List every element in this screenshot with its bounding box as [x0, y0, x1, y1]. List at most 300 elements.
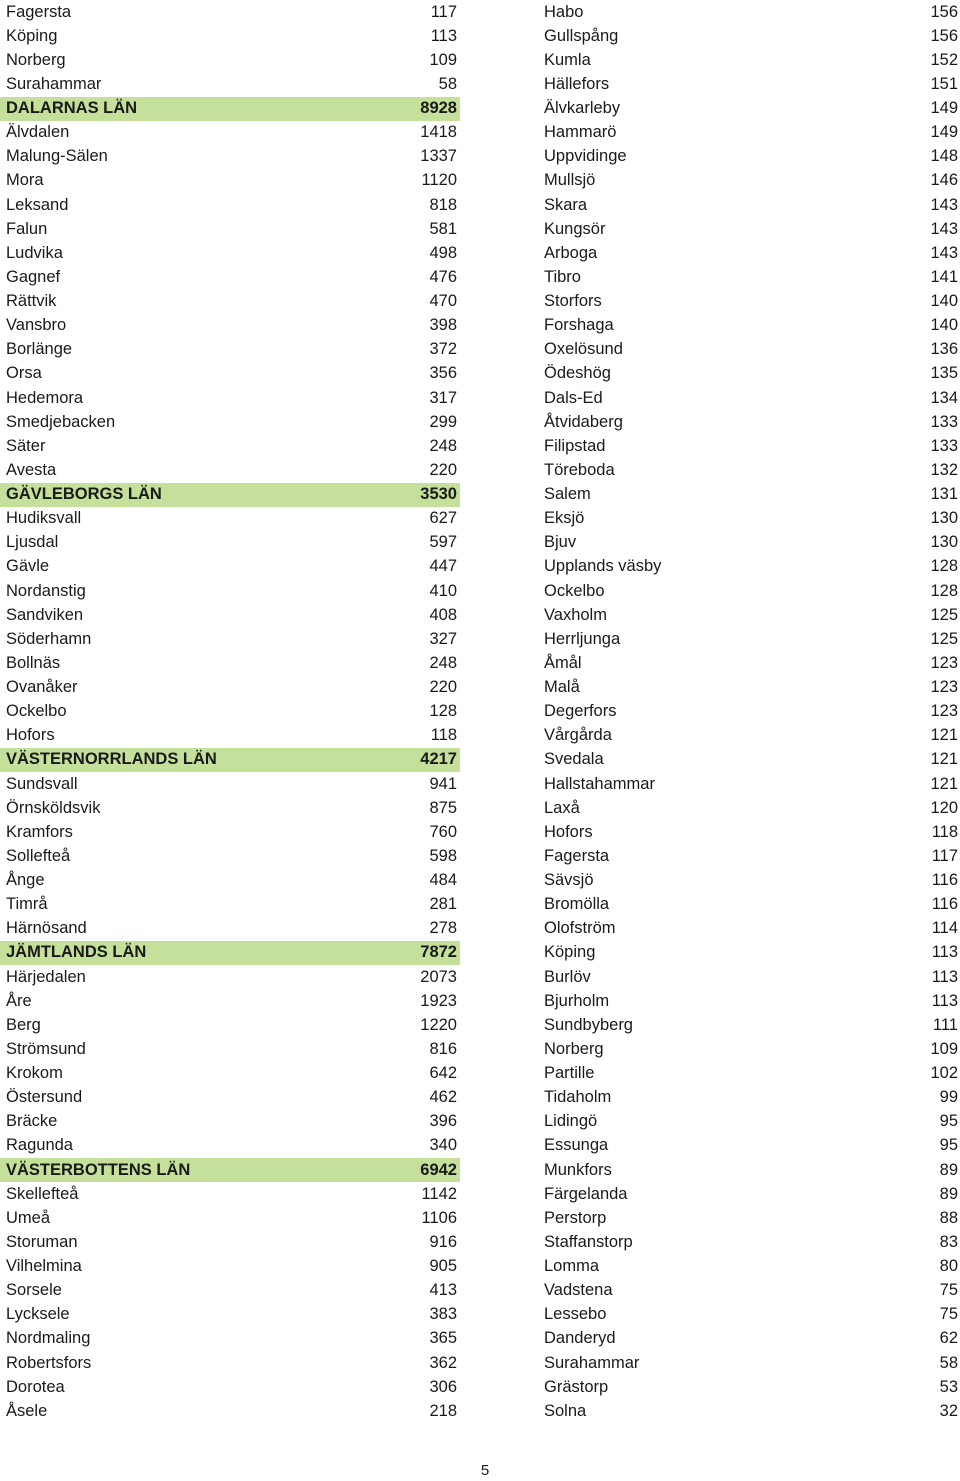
- count-value: 121: [930, 750, 958, 769]
- municipality-name: Säter: [6, 436, 46, 455]
- count-value: 123: [930, 702, 958, 721]
- municipality-name: Skara: [544, 195, 588, 214]
- table-row: [540, 1062, 960, 1086]
- table-row: [540, 97, 960, 121]
- count-value: 398: [429, 316, 457, 335]
- table-row: [540, 1279, 960, 1303]
- municipality-name: Hofors: [544, 822, 593, 841]
- table-row: [540, 121, 960, 145]
- table-row: [0, 627, 460, 651]
- table-row: [0, 820, 460, 844]
- municipality-name: Staffanstorp: [544, 1232, 633, 1251]
- table-row: [540, 531, 960, 555]
- municipality-name: Grästorp: [544, 1377, 609, 1396]
- count-value: 484: [429, 871, 457, 890]
- count-value: 143: [930, 243, 958, 262]
- table-row: [0, 1399, 460, 1423]
- municipality-name: Östersund: [6, 1088, 83, 1107]
- table-row: [540, 1158, 960, 1182]
- municipality-name: Örnsköldsvik: [6, 798, 101, 817]
- table-row: [540, 844, 960, 868]
- municipality-name: Skellefteå: [6, 1184, 79, 1203]
- table-row: [0, 338, 460, 362]
- table-row: [540, 1255, 960, 1279]
- count-value: 408: [429, 605, 457, 624]
- count-value: 1337: [420, 147, 457, 166]
- count-value: 121: [930, 774, 958, 793]
- municipality-name: Vaxholm: [544, 605, 607, 624]
- municipality-name: Bromölla: [544, 895, 610, 914]
- table-row: [0, 410, 460, 434]
- count-value: 117: [931, 846, 958, 865]
- municipality-name: Solna: [544, 1401, 587, 1420]
- municipality-name: VÄSTERBOTTENS LÄN: [6, 1160, 191, 1179]
- municipality-name: Sandviken: [6, 605, 84, 624]
- table-row: [0, 772, 460, 796]
- municipality-name: Svedala: [544, 750, 604, 769]
- municipality-name: Uppvidinge: [544, 147, 627, 166]
- municipality-name: Gävle: [6, 557, 50, 576]
- count-value: 125: [930, 629, 958, 648]
- count-value: 413: [429, 1281, 457, 1300]
- count-value: 111: [932, 1015, 958, 1034]
- count-value: 278: [429, 919, 457, 938]
- municipality-name: Töreboda: [544, 460, 615, 479]
- table-row: [0, 72, 460, 96]
- table-row: [0, 869, 460, 893]
- municipality-name: Bjurholm: [544, 991, 610, 1010]
- count-value: 140: [930, 292, 958, 311]
- table-row: [540, 241, 960, 265]
- municipality-name: Åtvidaberg: [544, 412, 623, 431]
- municipality-name: DALARNAS LÄN: [6, 99, 138, 118]
- table-row: [0, 24, 460, 48]
- table-row: [540, 1182, 960, 1206]
- table-row: [540, 434, 960, 458]
- municipality-name: Lomma: [544, 1257, 600, 1276]
- count-value: 146: [930, 171, 958, 190]
- count-value: 875: [429, 798, 457, 817]
- table-row: [540, 0, 960, 24]
- table-row: [0, 965, 460, 989]
- count-value: 1142: [421, 1184, 457, 1203]
- count-value: 306: [429, 1377, 457, 1396]
- table-row: [540, 72, 960, 96]
- table-row: [540, 1134, 960, 1158]
- municipality-name: Vårgårda: [544, 726, 612, 745]
- county-total-row: [0, 483, 460, 507]
- table-row: [0, 1037, 460, 1061]
- table-row: [540, 989, 960, 1013]
- municipality-name: Färgelanda: [544, 1184, 628, 1203]
- municipality-name: Vadstena: [544, 1281, 613, 1300]
- count-value: 58: [438, 74, 457, 93]
- count-value: 113: [430, 26, 457, 45]
- municipality-name: Lessebo: [544, 1305, 607, 1324]
- count-value: 118: [430, 726, 457, 745]
- table-row: [540, 24, 960, 48]
- table-row: [0, 1327, 460, 1351]
- municipality-name: Avesta: [6, 460, 57, 479]
- table-row: [540, 169, 960, 193]
- municipality-name: Hällefors: [544, 74, 610, 93]
- count-value: 156: [930, 26, 958, 45]
- count-value: 410: [429, 581, 457, 600]
- table-row: [540, 676, 960, 700]
- municipality-name: Ragunda: [6, 1136, 73, 1155]
- municipality-name: Hammarö: [544, 123, 617, 142]
- count-value: 220: [429, 678, 457, 697]
- table-row: [0, 676, 460, 700]
- count-value: 125: [930, 605, 958, 624]
- count-value: 149: [930, 123, 958, 142]
- count-value: 1923: [420, 991, 457, 1010]
- table-row: [0, 579, 460, 603]
- municipality-name: Storuman: [6, 1232, 78, 1251]
- count-value: 116: [931, 895, 958, 914]
- table-row: [0, 1062, 460, 1086]
- municipality-name: Oxelösund: [544, 340, 623, 359]
- municipality-name: Upplands väsby: [544, 557, 662, 576]
- municipality-name: Söderhamn: [6, 629, 92, 648]
- count-value: 340: [429, 1136, 457, 1155]
- table-row: [540, 965, 960, 989]
- table-row: [0, 1303, 460, 1327]
- count-value: 627: [429, 509, 457, 528]
- table-row: [0, 555, 460, 579]
- municipality-name: Arboga: [544, 243, 598, 262]
- table-row: [540, 483, 960, 507]
- count-value: 470: [429, 292, 457, 311]
- municipality-name: Rättvik: [6, 292, 57, 311]
- count-value: 396: [429, 1112, 457, 1131]
- municipality-name: Herrljunga: [544, 629, 621, 648]
- count-value: 941: [429, 774, 457, 793]
- count-value: 8928: [420, 99, 457, 118]
- municipality-name: Vansbro: [6, 316, 67, 335]
- count-value: 1418: [420, 123, 457, 142]
- municipality-name: Krokom: [6, 1064, 63, 1083]
- table-row: [0, 1013, 460, 1037]
- municipality-name: Filipstad: [544, 436, 606, 455]
- count-value: 148: [930, 147, 958, 166]
- municipality-name: Bollnäs: [6, 653, 61, 672]
- count-value: 109: [429, 50, 457, 69]
- table-row: [0, 507, 460, 531]
- count-value: 120: [930, 798, 958, 817]
- table-row: [540, 579, 960, 603]
- municipality-name: Munkfors: [544, 1160, 612, 1179]
- municipality-name: Laxå: [544, 798, 580, 817]
- table-row: [540, 410, 960, 434]
- count-value: 317: [429, 388, 457, 407]
- count-value: 642: [429, 1064, 457, 1083]
- table-row: [540, 1206, 960, 1230]
- count-value: 1106: [421, 1208, 457, 1227]
- table-row: [540, 386, 960, 410]
- table-row: [0, 1182, 460, 1206]
- count-value: 4217: [420, 750, 457, 769]
- table-row: [0, 314, 460, 338]
- table-row: [0, 1230, 460, 1254]
- county-total-row: [0, 748, 460, 772]
- municipality-name: Åmål: [544, 653, 582, 672]
- count-value: 7872: [420, 943, 457, 962]
- municipality-name: Kramfors: [6, 822, 73, 841]
- municipality-name: Sollefteå: [6, 846, 71, 865]
- count-value: 113: [931, 943, 958, 962]
- count-value: 131: [930, 485, 958, 504]
- table-row: [0, 603, 460, 627]
- municipality-name: Danderyd: [544, 1329, 616, 1348]
- table-row: [540, 700, 960, 724]
- municipality-name: Fagersta: [544, 846, 610, 865]
- count-value: 123: [930, 653, 958, 672]
- count-value: 95: [939, 1112, 958, 1131]
- municipality-name: Hofors: [6, 726, 55, 745]
- table-row: [0, 241, 460, 265]
- municipality-name: Strömsund: [6, 1039, 86, 1058]
- count-value: 116: [931, 871, 958, 890]
- table-row: [540, 724, 960, 748]
- count-value: 113: [931, 967, 958, 986]
- table-row: [540, 1086, 960, 1110]
- count-value: 53: [939, 1377, 958, 1396]
- municipality-name: Hedemora: [6, 388, 84, 407]
- municipality-name: Norberg: [6, 50, 66, 69]
- count-value: 89: [939, 1184, 958, 1203]
- municipality-name: Mullsjö: [544, 171, 596, 190]
- count-value: 109: [930, 1039, 958, 1058]
- count-value: 114: [931, 919, 958, 938]
- table-row: [540, 1375, 960, 1399]
- table-row: [0, 169, 460, 193]
- count-value: 1220: [420, 1015, 457, 1034]
- municipality-name: Leksand: [6, 195, 69, 214]
- count-value: 149: [930, 99, 958, 118]
- count-value: 6942: [420, 1160, 457, 1179]
- table-row: [540, 145, 960, 169]
- county-total-row: [0, 97, 460, 121]
- table-row: [540, 290, 960, 314]
- table-row: [540, 603, 960, 627]
- municipality-name: Umeå: [6, 1208, 51, 1227]
- municipality-name: Malå: [544, 678, 580, 697]
- count-value: 128: [930, 557, 958, 576]
- count-value: 220: [429, 460, 457, 479]
- municipality-name: Sundsvall: [6, 774, 78, 793]
- table-row: [540, 1327, 960, 1351]
- table-row: [0, 1110, 460, 1134]
- left-column: [0, 0, 460, 1423]
- municipality-name: Robertsfors: [6, 1353, 92, 1372]
- count-value: 462: [429, 1088, 457, 1107]
- count-value: 136: [930, 340, 958, 359]
- table-row: [540, 748, 960, 772]
- municipality-name: Olofström: [544, 919, 616, 938]
- count-value: 123: [930, 678, 958, 697]
- municipality-name: Gullspång: [544, 26, 619, 45]
- table-row: [540, 555, 960, 579]
- municipality-name: VÄSTERNORRLANDS LÄN: [6, 750, 217, 769]
- municipality-name: Hudiksvall: [6, 509, 82, 528]
- count-value: 372: [429, 340, 457, 359]
- table-row: [540, 820, 960, 844]
- count-value: 581: [429, 219, 457, 238]
- municipality-name: Surahammar: [6, 74, 102, 93]
- table-row: [0, 917, 460, 941]
- municipality-name: Fagersta: [6, 2, 72, 21]
- count-value: 58: [939, 1353, 958, 1372]
- page-number: 5: [480, 1462, 490, 1479]
- count-value: 248: [429, 436, 457, 455]
- table-row: [0, 121, 460, 145]
- table-row: [0, 290, 460, 314]
- municipality-name: Malung-Sälen: [6, 147, 108, 166]
- table-row: [0, 145, 460, 169]
- table-row: [540, 651, 960, 675]
- table-row: [0, 844, 460, 868]
- count-value: 117: [430, 2, 457, 21]
- count-value: 156: [930, 2, 958, 21]
- table-row: [540, 48, 960, 72]
- municipality-name: Gagnef: [6, 267, 61, 286]
- table-row: [0, 651, 460, 675]
- municipality-name: Ockelbo: [6, 702, 67, 721]
- table-row: [0, 434, 460, 458]
- table-row: [0, 362, 460, 386]
- count-value: 128: [930, 581, 958, 600]
- municipality-name: Sorsele: [6, 1281, 62, 1300]
- count-value: 80: [939, 1257, 958, 1276]
- table-row: [540, 893, 960, 917]
- count-value: 140: [930, 316, 958, 335]
- municipality-name: Sundbyberg: [544, 1015, 633, 1034]
- table-row: [540, 507, 960, 531]
- table-row: [540, 772, 960, 796]
- count-value: 32: [939, 1401, 958, 1420]
- count-value: 75: [939, 1305, 958, 1324]
- table-row: [0, 989, 460, 1013]
- count-value: 498: [429, 243, 457, 262]
- table-row: [540, 1399, 960, 1423]
- count-value: 83: [939, 1232, 958, 1251]
- count-value: 598: [429, 846, 457, 865]
- county-total-row: [0, 941, 460, 965]
- municipality-name: Perstorp: [544, 1208, 607, 1227]
- count-value: 248: [429, 653, 457, 672]
- municipality-name: Nordmaling: [6, 1329, 91, 1348]
- municipality-name: Eksjö: [544, 509, 585, 528]
- municipality-name: Bjuv: [544, 533, 577, 552]
- municipality-name: Sävsjö: [544, 871, 594, 890]
- municipality-name: Storfors: [544, 292, 602, 311]
- table-row: [540, 1037, 960, 1061]
- table-row: [540, 941, 960, 965]
- municipality-name: Åsele: [6, 1401, 48, 1420]
- count-value: 141: [930, 267, 958, 286]
- municipality-name: Ödeshög: [544, 364, 611, 383]
- table-row: [540, 1303, 960, 1327]
- count-value: 128: [429, 702, 457, 721]
- table-row: [540, 869, 960, 893]
- table-row: [0, 531, 460, 555]
- count-value: 760: [429, 822, 457, 841]
- municipality-name: Norberg: [544, 1039, 604, 1058]
- table-row: [540, 362, 960, 386]
- municipality-name: Ånge: [6, 871, 45, 890]
- count-value: 118: [931, 822, 958, 841]
- table-row: [0, 1206, 460, 1230]
- municipality-name: Surahammar: [544, 1353, 640, 1372]
- count-value: 134: [930, 388, 958, 407]
- municipality-name: Vilhelmina: [6, 1257, 82, 1276]
- municipality-name: Nordanstig: [6, 581, 86, 600]
- municipality-name: JÄMTLANDS LÄN: [6, 943, 147, 962]
- municipality-name: Forshaga: [544, 316, 614, 335]
- table-row: [0, 700, 460, 724]
- table-row: [540, 217, 960, 241]
- count-value: 281: [429, 895, 457, 914]
- municipality-name: Dorotea: [6, 1377, 65, 1396]
- count-value: 447: [429, 557, 457, 576]
- municipality-name: Härjedalen: [6, 967, 86, 986]
- count-value: 132: [930, 460, 958, 479]
- municipality-name: Ockelbo: [544, 581, 605, 600]
- count-value: 356: [429, 364, 457, 383]
- count-value: 327: [429, 629, 457, 648]
- municipality-name: Habo: [544, 2, 584, 21]
- table-row: [0, 1375, 460, 1399]
- count-value: 1120: [421, 171, 457, 190]
- municipality-name: Salem: [544, 485, 591, 504]
- count-value: 299: [429, 412, 457, 431]
- table-row: [540, 796, 960, 820]
- municipality-name: Köping: [544, 943, 596, 962]
- municipality-name: Älvkarleby: [544, 99, 621, 118]
- table-row: [0, 1279, 460, 1303]
- table-row: [0, 386, 460, 410]
- table-row: [0, 265, 460, 289]
- count-value: 88: [939, 1208, 958, 1227]
- municipality-name: Härnösand: [6, 919, 87, 938]
- municipality-name: Borlänge: [6, 340, 73, 359]
- table-row: [540, 917, 960, 941]
- table-row: [0, 893, 460, 917]
- table-row: [540, 1110, 960, 1134]
- municipality-name: Dals-Ed: [544, 388, 603, 407]
- municipality-name: Burlöv: [544, 967, 591, 986]
- count-value: 152: [930, 50, 958, 69]
- municipality-name: Ovanåker: [6, 678, 78, 697]
- count-value: 816: [429, 1039, 457, 1058]
- municipality-name: Degerfors: [544, 702, 617, 721]
- table-row: [540, 265, 960, 289]
- count-value: 133: [930, 412, 958, 431]
- municipality-name: Tibro: [544, 267, 581, 286]
- table-row: [0, 458, 460, 482]
- count-value: 2073: [420, 967, 457, 986]
- table-row: [540, 338, 960, 362]
- table-row: [0, 0, 460, 24]
- count-value: 133: [930, 436, 958, 455]
- table-row: [540, 627, 960, 651]
- table-row: [0, 1255, 460, 1279]
- count-value: 151: [930, 74, 958, 93]
- table-row: [540, 1230, 960, 1254]
- count-value: 476: [429, 267, 457, 286]
- municipality-name: Smedjebacken: [6, 412, 116, 431]
